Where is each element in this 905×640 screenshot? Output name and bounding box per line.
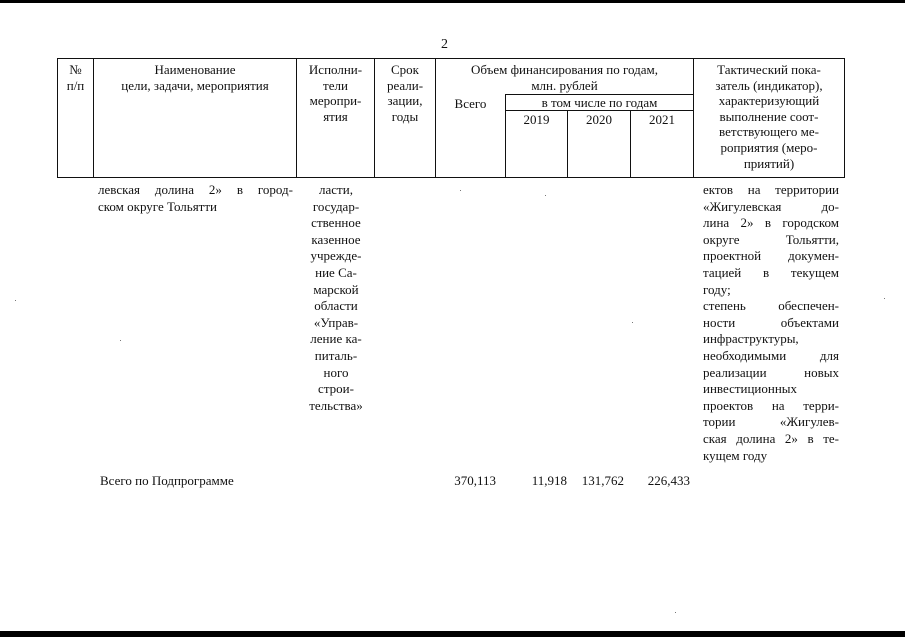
scan-speck bbox=[675, 612, 676, 613]
row-executor-line: государ- bbox=[312, 198, 360, 214]
header-funding-title bbox=[436, 62, 693, 93]
header-term-line: Срок bbox=[391, 62, 419, 77]
row-executors bbox=[300, 182, 372, 414]
row-indicator-line: реализации новых bbox=[703, 364, 839, 380]
header-indicator-line: Тактический пока- bbox=[717, 62, 821, 77]
row-executor-line: ление ка- bbox=[310, 331, 362, 347]
row-executor-line: ного bbox=[323, 364, 349, 380]
header-year-2019: 2019 bbox=[523, 112, 550, 127]
header-executors-line: ятия bbox=[323, 108, 348, 124]
totals-2021: 226,433 bbox=[647, 473, 690, 488]
row-indicator-line: ности объектами bbox=[703, 314, 839, 330]
header-term-line: годы bbox=[391, 108, 419, 124]
totals-total: 370,113 bbox=[454, 473, 496, 488]
header-year-2021: 2021 bbox=[649, 112, 675, 127]
row-indicator-line: тории «Жигулев- bbox=[703, 414, 839, 430]
header-executors-line: тели bbox=[323, 77, 348, 93]
header-term bbox=[375, 62, 435, 124]
row-name bbox=[98, 182, 293, 215]
row-indicator-line: проектной докумен- bbox=[703, 248, 839, 264]
header-executors-line: меропри- bbox=[309, 93, 362, 109]
row-indicator bbox=[703, 182, 839, 464]
row-indicator-line: году; bbox=[703, 281, 731, 297]
header-no-line: № bbox=[69, 62, 82, 77]
row-name-line: ском округе Тольятти bbox=[98, 198, 217, 214]
row-indicator-line: «Жигулевская до- bbox=[703, 198, 839, 214]
header-funding-line: млн. рублей bbox=[531, 77, 598, 93]
header-executors-line: Исполни- bbox=[308, 62, 363, 77]
header-name-line: Наименование bbox=[154, 62, 236, 77]
row-name-line: левская долина 2» в город- bbox=[98, 182, 293, 197]
row-indicator-line: необходимыми для bbox=[703, 347, 839, 363]
header-name bbox=[94, 62, 296, 93]
row-indicator-line: степень обеспечен- bbox=[703, 298, 839, 314]
row-executor-line: казенное bbox=[311, 231, 361, 247]
row-indicator-line: инфраструктуры, bbox=[703, 331, 799, 347]
row-executor-line: питаль- bbox=[314, 347, 358, 363]
header-term-line: реали- bbox=[386, 77, 424, 93]
row-indicator-line: ектов на территории bbox=[703, 182, 839, 197]
row-executor-line: ственное bbox=[311, 215, 361, 231]
header-indicator-line: приятий) bbox=[743, 155, 795, 171]
row-indicator-line: тацией в текущем bbox=[703, 264, 839, 280]
row-indicator-line: ская долина 2» в те- bbox=[703, 430, 839, 446]
row-indicator-line: кущем году bbox=[703, 447, 768, 463]
scan-border-top bbox=[0, 0, 905, 3]
scan-speck bbox=[545, 195, 546, 196]
table-line bbox=[57, 58, 845, 59]
row-executor-line: ние Са- bbox=[315, 264, 357, 280]
row-indicator-line: проектов на терри- bbox=[703, 397, 839, 413]
header-indicator-line: характеризующий bbox=[718, 93, 820, 109]
header-no bbox=[58, 62, 93, 93]
header-no-line: п/п bbox=[66, 77, 85, 93]
header-indicator-line: затель (индикатор), bbox=[715, 77, 823, 93]
header-indicator-line: роприятия (меро- bbox=[720, 139, 818, 155]
header-year-2020: 2020 bbox=[586, 112, 612, 127]
row-indicator-line: инвестиционных bbox=[703, 381, 798, 397]
row-executor-line: марской bbox=[313, 281, 359, 297]
page-number: 2 bbox=[441, 37, 448, 52]
header-indicator bbox=[694, 62, 844, 171]
scan-border-bottom bbox=[0, 631, 905, 637]
header-name-line: цели, задачи, мероприятия bbox=[121, 77, 269, 93]
totals-2019: 11,918 bbox=[531, 473, 567, 488]
totals-2020: 131,762 bbox=[581, 473, 624, 488]
totals-label: Всего по Подпрограмме bbox=[100, 473, 234, 488]
scan-speck bbox=[15, 300, 16, 301]
row-executor-line: тельства» bbox=[309, 397, 363, 413]
row-executor-line: «Управ- bbox=[313, 314, 359, 330]
header-funding-line: Объем финансирования по годам, bbox=[470, 62, 659, 77]
scan-speck bbox=[884, 298, 885, 299]
header-including: в том числе по годам bbox=[541, 95, 658, 110]
row-executor-line: учрежде- bbox=[310, 248, 362, 264]
header-indicator-line: выполнение соот- bbox=[719, 108, 819, 124]
row-executor-line: области bbox=[314, 298, 358, 314]
scan-speck bbox=[120, 340, 121, 341]
row-indicator-line: округе Тольятти, bbox=[703, 231, 839, 247]
scan-speck bbox=[460, 190, 461, 191]
header-total: Всего bbox=[454, 96, 487, 111]
header-executors bbox=[297, 62, 374, 124]
table-line bbox=[57, 177, 845, 178]
table-line bbox=[844, 58, 845, 178]
header-term-line: зации, bbox=[387, 93, 423, 109]
header-indicator-line: ветствующего ме- bbox=[719, 124, 819, 140]
scan-speck bbox=[632, 322, 633, 323]
row-executor-line: строи- bbox=[318, 381, 354, 397]
row-executor-line: ласти, bbox=[319, 182, 353, 197]
row-indicator-line: лина 2» в городском bbox=[703, 215, 839, 231]
